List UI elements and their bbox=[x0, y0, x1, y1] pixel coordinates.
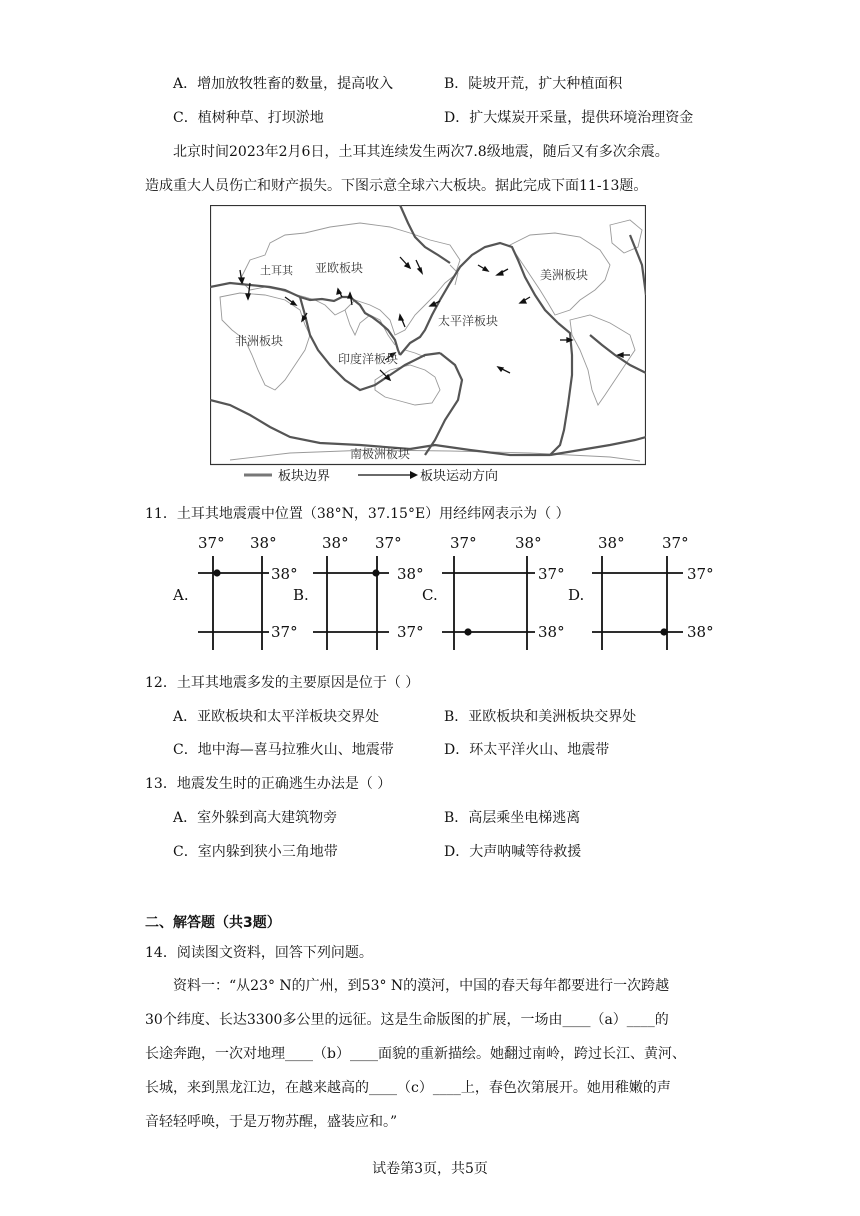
q13-option-d: D．大声呐喊等待救援 bbox=[444, 844, 582, 860]
q11-option-a-top-right: 38° bbox=[250, 534, 277, 552]
q11-option-d-top-left: 38° bbox=[598, 534, 625, 552]
intro-line-1: 北京时间2023年2月6日，土耳其连续发生两次7.8级地震，随后又有多次余震。 bbox=[173, 144, 669, 160]
q11-option-d-top-right: 37° bbox=[662, 534, 689, 552]
map-legend bbox=[244, 468, 498, 484]
q13-option-b: B．高层乘坐电梯逃离 bbox=[444, 810, 581, 826]
q12-option-d: D．环太平洋火山、地震带 bbox=[444, 742, 610, 758]
label-africa-plate: 非洲板块 bbox=[235, 334, 284, 348]
q11-option-a-right-top: 38° bbox=[271, 565, 298, 583]
intro-line-2: 造成重大人员伤亡和财产损失。下图示意全球六大板块。据此完成下面11-13题。 bbox=[145, 178, 648, 194]
prev-option-d: D．扩大煤炭开采量，提供环境治理资金 bbox=[444, 110, 694, 126]
q11-option-c-top-right: 38° bbox=[515, 534, 542, 552]
q13-option-c: C．室内躲到狭小三角地带 bbox=[173, 844, 338, 860]
label-turkey: 土耳其 bbox=[260, 264, 293, 277]
q11-option-a-letter: A. bbox=[173, 586, 189, 604]
q11-option-c-grid bbox=[442, 556, 535, 650]
legend-direction-label: 板块运动方向 bbox=[420, 469, 499, 484]
q11-option-a-top-left: 37° bbox=[198, 534, 225, 552]
plate-map bbox=[210, 205, 646, 485]
label-pacific-plate: 太平洋板块 bbox=[438, 314, 499, 328]
q11-option-b-right-bottom: 37° bbox=[397, 623, 424, 641]
q11-grid-options bbox=[165, 530, 735, 650]
q11-option-c-right-bottom: 38° bbox=[538, 623, 565, 641]
q12-option-b: B．亚欧板块和美洲板块交界处 bbox=[444, 709, 637, 725]
q13-option-a: A．室外躲到高大建筑物旁 bbox=[173, 810, 338, 826]
legend-boundary-label: 板块边界 bbox=[278, 469, 331, 484]
q14-material-line-1: 资料一：“从23° N的广州，到53° N的漠河，中国的春天每年都要进行一次跨越 bbox=[173, 978, 670, 994]
prev-option-a: A．增加放牧牲畜的数量，提高收入 bbox=[173, 76, 394, 92]
q14-material-line-3: 长途奔跑，一次对地理____（b）____面貌的重新描绘。她翻过南岭，跨过长江、黄河、 bbox=[145, 1046, 686, 1062]
q14-material-line-2: 30个纬度、长达3300多公里的远征。这是生命版图的扩展，一场由____（a）____的 bbox=[145, 1012, 669, 1028]
q11-stem: 11．土耳其地震震中位置（38°N，37.15°E）用经纬网表示为（ ） bbox=[145, 506, 570, 522]
q12-option-c: C．地中海—喜马拉雅火山、地震带 bbox=[173, 742, 394, 758]
page-footer: 试卷第3页，共5页 bbox=[372, 1161, 488, 1177]
q13-stem: 13．地震发生时的正确逃生办法是（ ） bbox=[145, 776, 392, 792]
q11-option-b-top-right: 37° bbox=[375, 534, 402, 552]
q11-option-c-right-top: 37° bbox=[538, 565, 565, 583]
legend-arrow-head bbox=[410, 471, 418, 479]
q11-option-d-letter: D. bbox=[568, 586, 585, 604]
q14-stem: 14．阅读图文资料，回答下列问题。 bbox=[145, 945, 373, 961]
q11-option-b-letter: B. bbox=[293, 586, 309, 604]
q14-material-line-4: 长城，来到黑龙江边，在越来越高的____（c）____上，春色次第展开。她用稚嫩的声 bbox=[145, 1080, 671, 1096]
q11-option-a-dot bbox=[213, 569, 220, 576]
q11-option-b-dot bbox=[372, 569, 379, 576]
q11-option-a-grid bbox=[198, 556, 269, 650]
q11-option-c-dot bbox=[464, 628, 471, 635]
section-2-title: 二、解答题（共3题） bbox=[145, 915, 281, 931]
q11-option-d-grid bbox=[592, 556, 683, 650]
q14-material-line-5: 音轻轻呼唤，于是万物苏醒，盛装应和。” bbox=[145, 1114, 398, 1130]
q11-option-b-top-left: 38° bbox=[322, 534, 349, 552]
prev-option-b: B．陡坡开荒，扩大种植面积 bbox=[444, 76, 623, 92]
q12-option-a: A．亚欧板块和太平洋板块交界处 bbox=[173, 709, 380, 725]
q11-option-a-right-bottom: 37° bbox=[271, 623, 298, 641]
q12-stem: 12．土耳其地震多发的主要原因是位于（ ） bbox=[145, 675, 420, 691]
label-indian-plate: 印度洋板块 bbox=[338, 352, 399, 366]
label-eurasia-plate: 亚欧板块 bbox=[315, 261, 364, 275]
q11-option-b-right-top: 38° bbox=[397, 565, 424, 583]
prev-option-c: C．植树种草、打坝淤地 bbox=[173, 110, 324, 126]
label-antarctic-plate: 南极洲板块 bbox=[350, 447, 411, 461]
q11-option-d-right-bottom: 38° bbox=[687, 623, 714, 641]
q11-option-d-dot bbox=[660, 628, 667, 635]
q11-option-d-right-top: 37° bbox=[687, 565, 714, 583]
q11-option-c-top-left: 37° bbox=[450, 534, 477, 552]
label-america-plate: 美洲板块 bbox=[540, 268, 589, 282]
q11-option-c-letter: C. bbox=[422, 586, 438, 604]
